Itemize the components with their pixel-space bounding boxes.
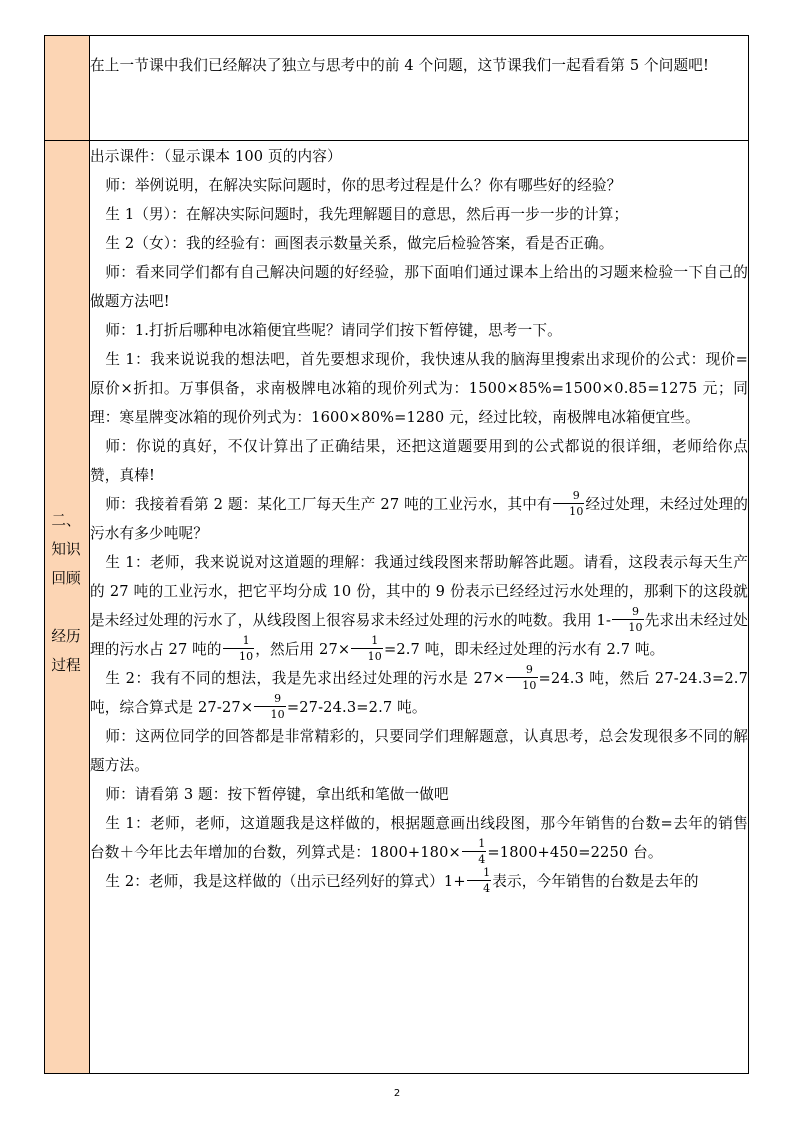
table-row-review (45, 141, 749, 1074)
fraction-nine-tenths (612, 606, 644, 633)
fraction-denominator: 10 (238, 649, 254, 663)
fraction-numerator: 1 (223, 635, 255, 649)
text-span: 生 2：老师，我是这样做的（出示已经列好的算式）1+ (105, 873, 466, 890)
side-label-review: 回顾 (51, 570, 81, 587)
fraction-numerator: 9 (506, 664, 538, 678)
fraction-denominator: 4 (483, 881, 491, 895)
paragraph-teacher-question: 师：举例说明，在解决实际问题时，你的思考过程是什么？你有哪些好的经验？ (105, 177, 622, 194)
side-label-process: 过程 (51, 657, 81, 674)
side-label-experience: 经历 (51, 628, 81, 645)
text-span: 师：我接着看第 2 题：某化工厂每天生产 27 吨的工业污水，其中有 (105, 496, 552, 513)
fraction-numerator: 1 (467, 867, 491, 881)
content-cell-intro (90, 36, 749, 141)
fraction-numerator: 9 (612, 606, 644, 620)
text-span: =27-24.3=2.7 吨。 (286, 699, 427, 716)
fraction-one-tenth (223, 635, 255, 662)
paragraph-answer-3a (90, 809, 748, 867)
text-span: 先求出未经过处理的污水占 27 吨的 (90, 612, 748, 658)
paragraph-answer-3b (90, 867, 748, 896)
text-span: ，然后用 27× (255, 641, 351, 658)
fraction-denominator: 10 (367, 649, 382, 663)
side-label-knowledge: 知识 (51, 541, 81, 558)
fraction-one-tenth (351, 635, 383, 662)
fraction-numerator: 1 (351, 635, 383, 649)
paragraph-teacher-summary: 师：这两位同学的回答都是非常精彩的，只要同学们理解题意，认真思考，总会发现很多不同的解题方法。 (90, 728, 748, 774)
text-span: =2.7 吨，即未经过处理的污水有 2.7 吨。 (383, 641, 665, 658)
paragraph-question-2 (90, 490, 748, 548)
fraction-numerator: 9 (553, 490, 585, 504)
fraction-denominator: 10 (569, 504, 584, 518)
paragraph-student2-answer: 生 2（女）：我的经验有：画图表示数量关系，做完后检验答案，看是否正确。 (105, 235, 614, 252)
text-span: 表示，今年销售的台数是去年的 (492, 873, 699, 890)
text-span: 生 2：我有不同的想法，我是先求出经过处理的污水是 27× (105, 670, 505, 687)
fraction-nine-tenths (254, 693, 286, 720)
table-row-intro (45, 36, 749, 141)
side-label-section-number: 二、 (51, 512, 81, 529)
fraction-nine-tenths (506, 664, 538, 691)
fraction-denominator: 10 (522, 678, 537, 692)
paragraph-teacher-transition: 师：看来同学们都有自己解决问题的好经验，那下面咱们通过课本上给出的习题来检验一下自己的做题方法吧! (90, 264, 748, 310)
text-span: =1800+450=2250 台。 (487, 844, 663, 861)
paragraph-question-1: 师：1.打折后哪种电冰箱便宜些呢？请同学们按下暂停键，思考一下。 (105, 322, 562, 339)
fraction-one-quarter (462, 838, 486, 865)
lesson-table (44, 35, 749, 1074)
intro-paragraph: 在上一节课中我们已经解决了独立与思考中的前 4 个问题，这节课我们一起看看第 5 个问题吧! (90, 57, 710, 74)
paragraph-answer-2a (90, 548, 748, 664)
side-cell-top (45, 36, 90, 141)
text-span: 经过处理，未经过处理的污水有多少吨呢？ (90, 496, 749, 542)
fraction-one-quarter (467, 867, 491, 894)
fraction-nine-tenths (553, 490, 585, 517)
text-span: 生 1：老师，我来说说对这道题的理解：我通过线段图来帮助解答此题。请看，这段表示每天生产的 27 吨的工业污水，把它平均分成 10 份，其中的 9 份表示已经经过污水处理的，那剩下的这段就是未经过处理的污水了，从线段图上很容易求未经过处理的污水的吨数。我用 1- (90, 554, 748, 629)
fraction-denominator: 4 (478, 852, 486, 866)
text-span: 生 1：老师，老师，这道题我是这样做的，根据题意画出线段图，那今年销售的台数=去年的销售台数＋今年比去年增加的台数，列算式是：1800+180× (90, 815, 748, 861)
fraction-numerator: 1 (462, 838, 486, 852)
paragraph-courseware: 出示课件：（显示课本 100 页的内容） (90, 148, 342, 165)
side-label-block (44, 506, 88, 680)
fraction-numerator: 9 (254, 693, 286, 707)
paragraph-question-3: 师：请看第 3 题：按下暂停键，拿出纸和笔做一做吧 (105, 786, 449, 803)
fraction-denominator: 10 (270, 707, 285, 721)
fraction-denominator: 10 (628, 620, 643, 634)
content-cell-review (90, 141, 749, 1074)
paragraph-student1-answer: 生 1（男）：在解决实际问题时，我先理解题目的意思，然后再一步一步的计算； (105, 206, 629, 223)
page-number: 2 (393, 1088, 401, 1099)
paragraph-teacher-praise: 师：你说的真好，不仅计算出了正确结果，还把这道题要用到的公式都说的很详细，老师给你点赞，真棒! (90, 438, 748, 484)
paragraph-answer-2b (90, 664, 748, 722)
text-span: =24.3 吨，然后 27-24.3=2.7 吨，综合算式是 27-27× (90, 670, 749, 716)
paragraph-answer-1: 生 1：我来说说我的想法吧，首先要想求现价，我快速从我的脑海里搜索出求现价的公式：现价=原价×折扣。万事俱备，求南极牌电冰箱的现价列式为：1500×85%=1500×0.85=1275 元；同理：寒星牌变冰箱的现价列式为：1600×80%=1280 元，经过比较，南极牌电冰箱便宜些。 (90, 351, 748, 426)
